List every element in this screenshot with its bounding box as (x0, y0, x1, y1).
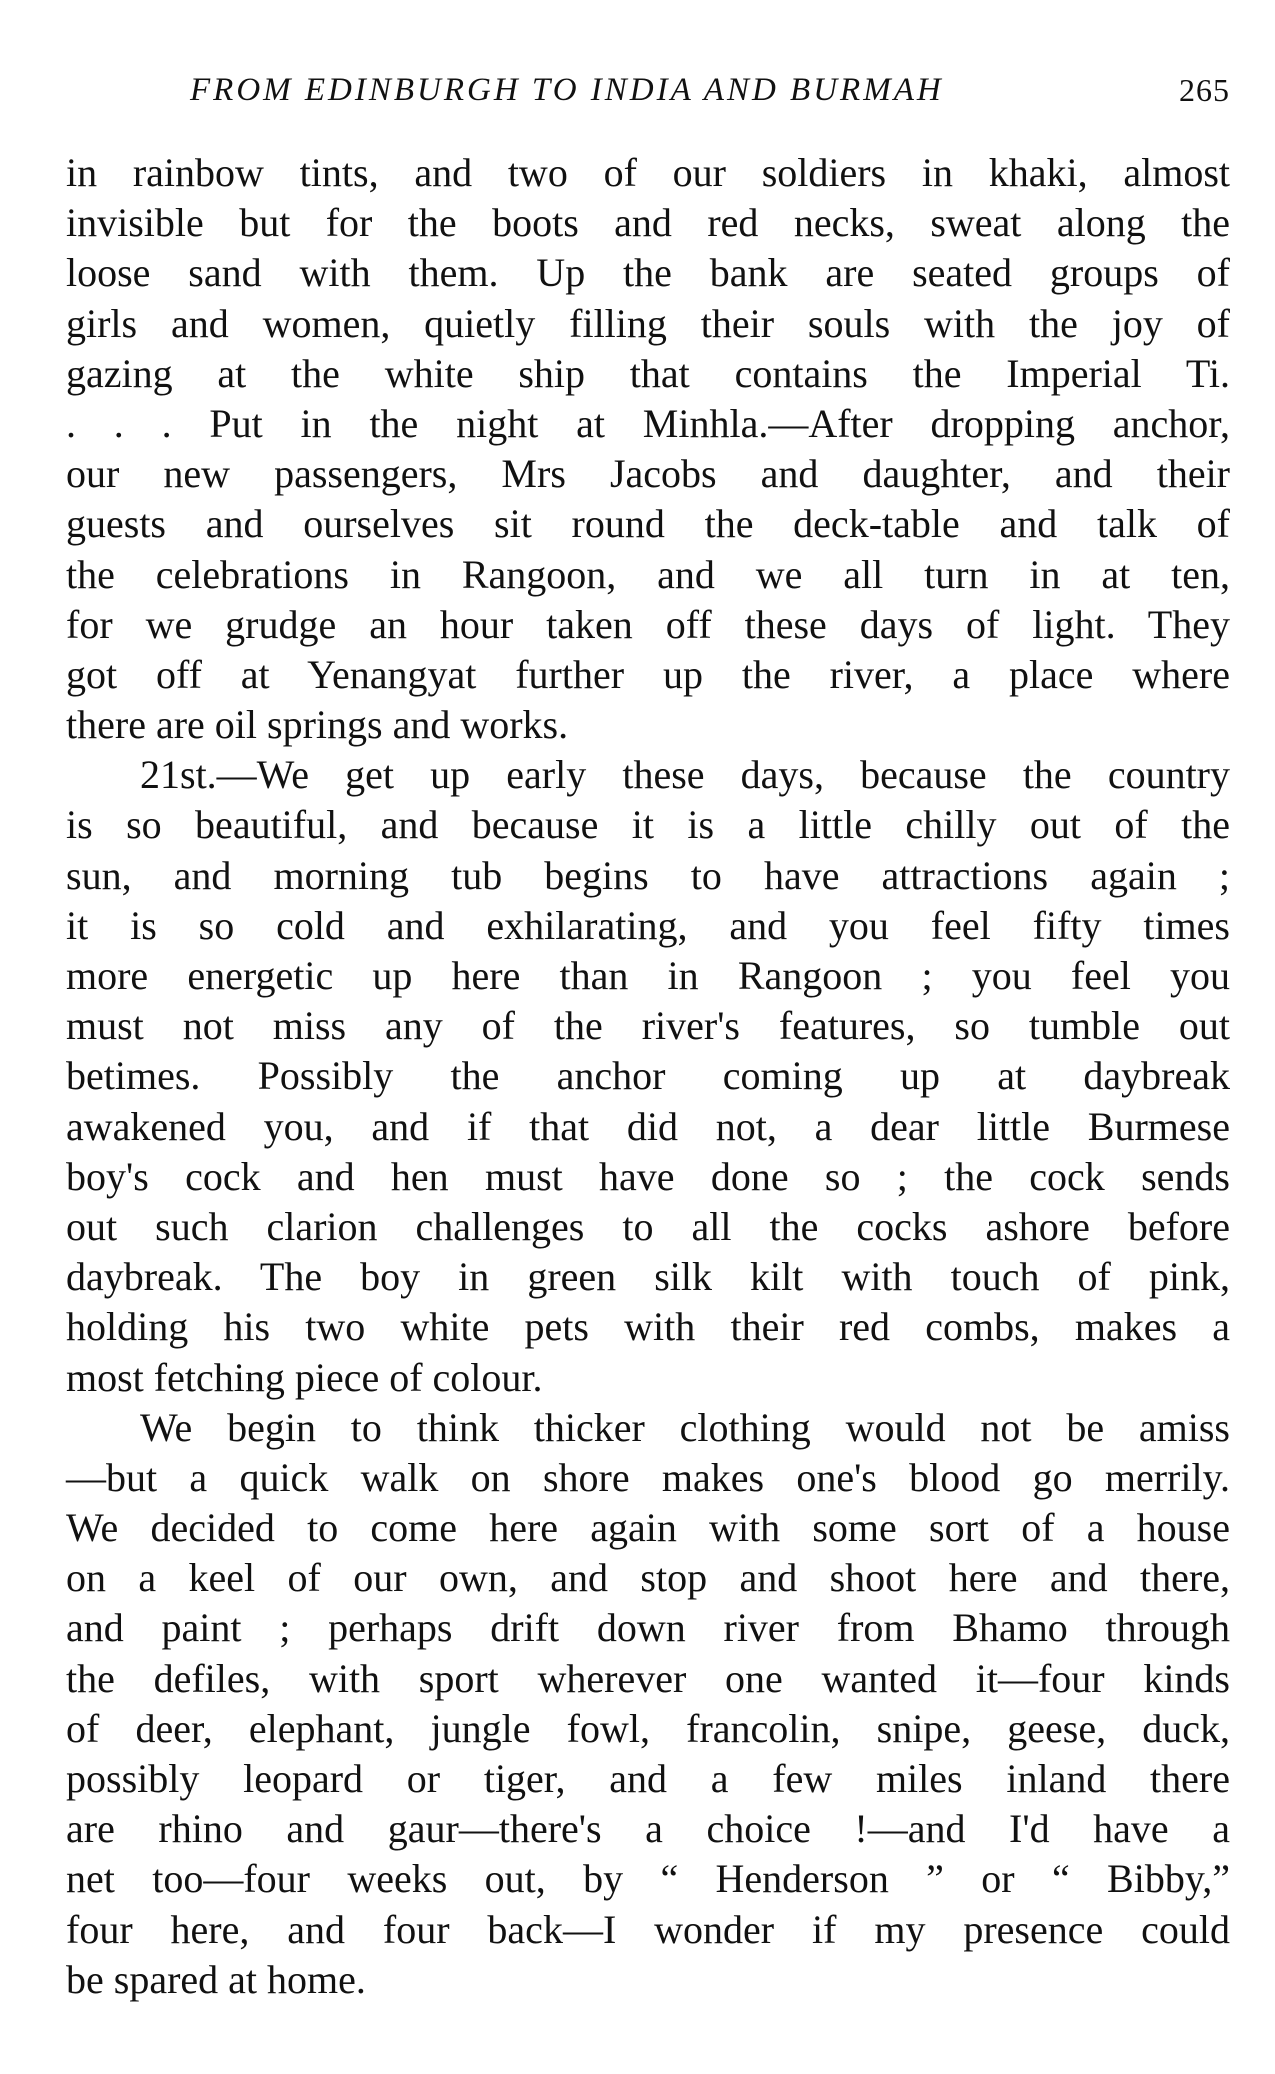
running-title: FROM EDINBURGH TO INDIA AND BURMAH (190, 72, 944, 108)
text-line: the celebrations in Rangoon, and we all turn in at ten, (66, 551, 1230, 597)
paragraph (66, 750, 1230, 1402)
text-line: We begin to think thicker clothing would not be amiss (140, 1404, 1230, 1450)
text-line: invisible but for the boots and red necks, sweat along the (66, 200, 1230, 246)
text-line: most fetching piece of colour. (66, 1354, 543, 1400)
text-line: —but a quick walk on shore makes one's blood go merrily. (66, 1454, 1230, 1500)
text-line: daybreak. The boy in green silk kilt with touch of pink, (66, 1254, 1230, 1300)
text-line: girls and women, quietly filling their souls with the joy of (66, 300, 1230, 346)
text-line: on a keel of our own, and stop and shoot here and there, (66, 1555, 1230, 1601)
text-line: there are oil springs and works. (66, 702, 569, 748)
text-line: got off at Yenangyat further up the river, a place where (66, 651, 1230, 697)
text-line: it is so cold and exhilarating, and you feel fifty times (66, 902, 1230, 948)
text-line: and paint ; perhaps drift down river from Bhamo through (66, 1605, 1230, 1651)
text-line: must not miss any of the river's features, so tumble out (66, 1003, 1230, 1049)
text-line: net too—four weeks out, by “ Henderson ” or “ Bibby,” (66, 1856, 1230, 1902)
text-line: holding his two white pets with their red combs, makes a (66, 1304, 1230, 1350)
text-line: awakened you, and if that did not, a dear little Burmese (66, 1103, 1230, 1149)
text-line: gazing at the white ship that contains the Imperial Ti. (66, 350, 1230, 396)
body-text (66, 148, 1230, 2005)
text-line: loose sand with them. Up the bank are seated groups of (66, 250, 1230, 296)
text-line: four here, and four back—I wonder if my presence could (66, 1906, 1230, 1952)
text-line: is so beautiful, and because it is a little chilly out of the (66, 802, 1230, 848)
paragraph (66, 148, 1230, 750)
text-line: We decided to come here again with some sort of a house (66, 1505, 1230, 1551)
paragraph (66, 1403, 1230, 2005)
text-line: sun, and morning tub begins to have attractions again ; (66, 852, 1230, 898)
text-line: possibly leopard or tiger, and a few miles inland there (66, 1756, 1230, 1801)
page-number: 265 (1179, 72, 1230, 108)
text-line: for we grudge an hour taken off these days of light. They (66, 601, 1230, 647)
text-line: betimes. Possibly the anchor coming up at daybreak (66, 1053, 1230, 1099)
page-header (190, 66, 1230, 114)
text-line: out such clarion challenges to all the cocks ashore before (66, 1203, 1230, 1249)
text-line: . . . Put in the night at Minhla.—After dropping anchor, (66, 400, 1230, 446)
text-line: guests and ourselves sit round the deck-table and talk of (66, 501, 1230, 547)
text-line: the defiles, with sport wherever one wanted it—four kinds (66, 1655, 1230, 1701)
text-line: 21st.—We get up early these days, because the country (140, 752, 1230, 798)
text-line: boy's cock and hen must have done so ; the cock sends (66, 1153, 1230, 1199)
text-line: be spared at home. (66, 1956, 366, 2002)
text-line: in rainbow tints, and two of our soldiers in khaki, almost (66, 150, 1230, 195)
text-line: more energetic up here than in Rangoon ; you feel you (66, 953, 1230, 998)
text-line: are rhino and gaur—there's a choice !—and I'd have a (66, 1806, 1230, 1852)
text-line: our new passengers, Mrs Jacobs and daughter, and their (66, 451, 1230, 497)
text-line: of deer, elephant, jungle fowl, francolin, snipe, geese, duck, (66, 1705, 1230, 1751)
